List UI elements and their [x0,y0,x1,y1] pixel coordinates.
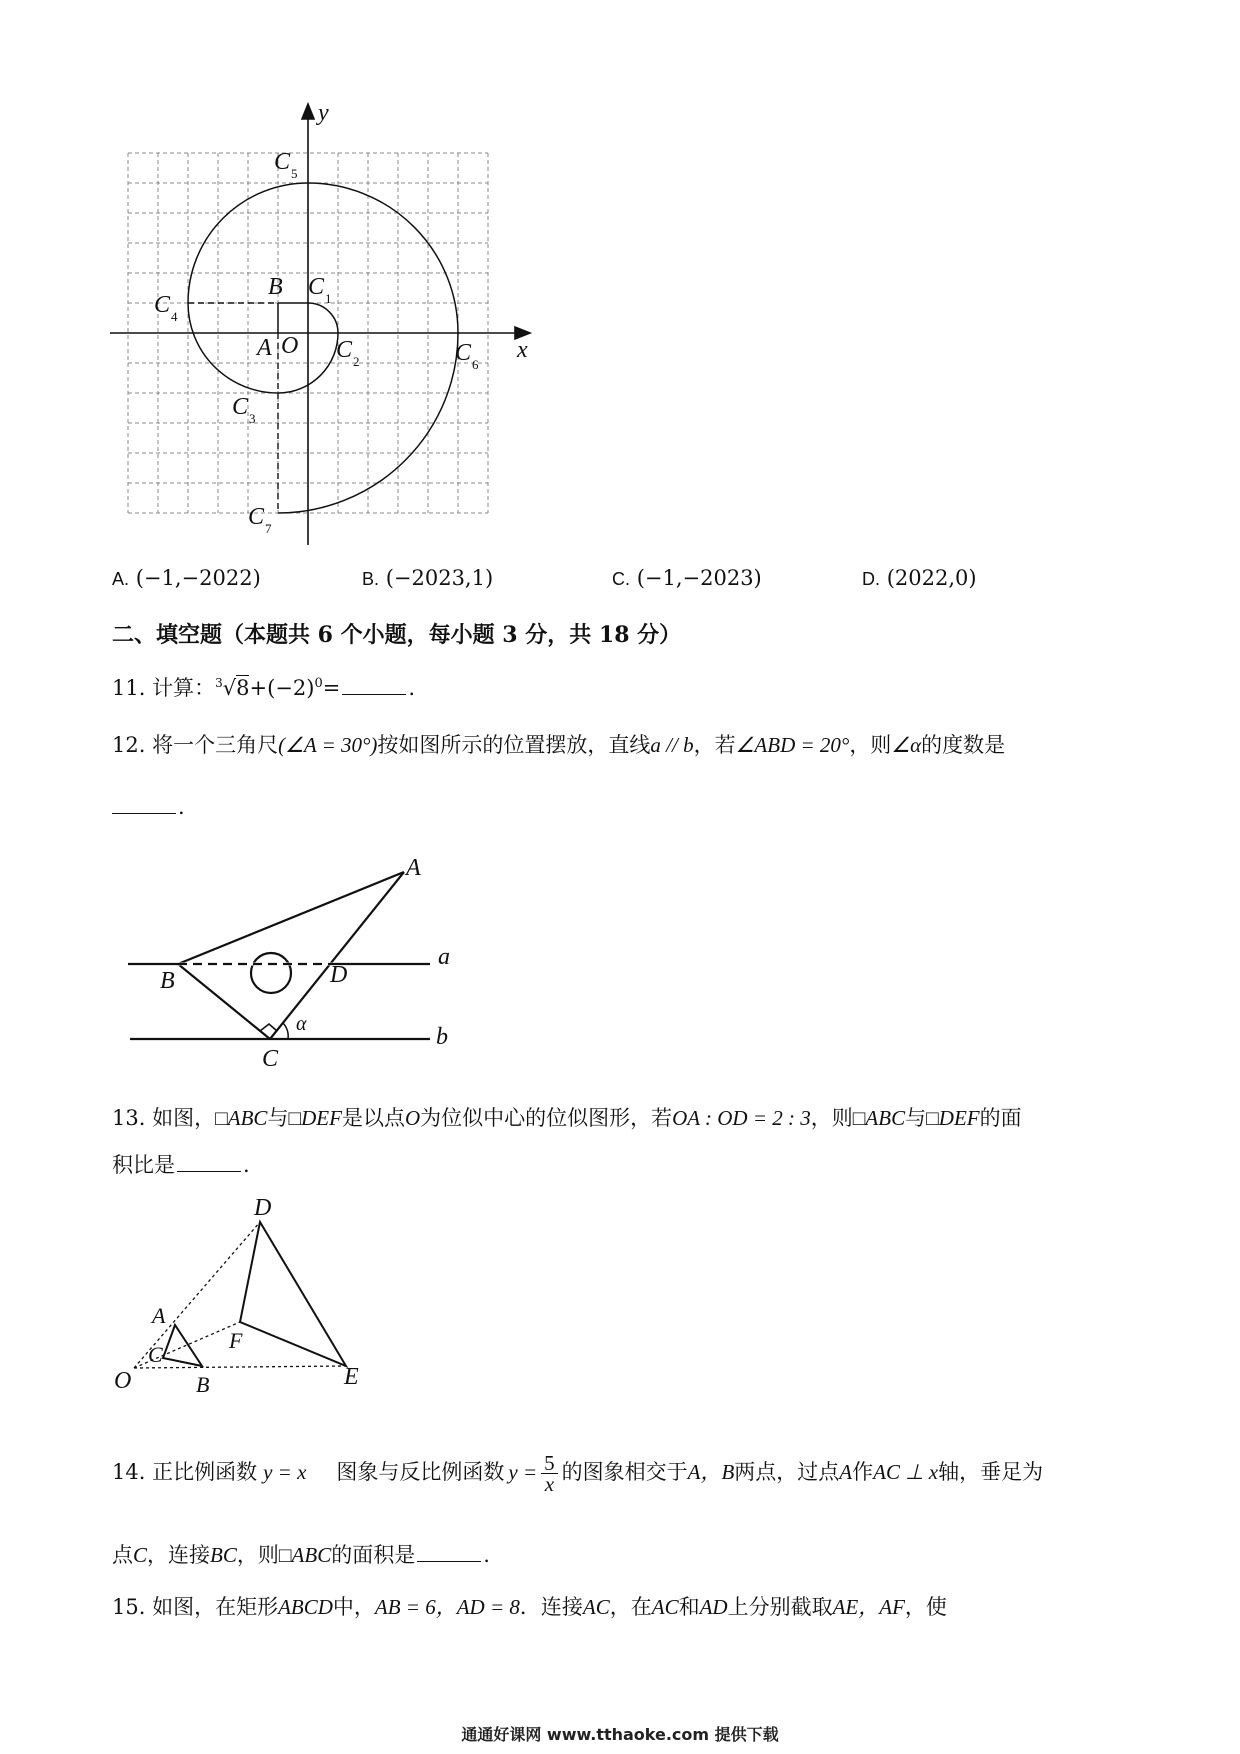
label-alpha: α [296,1013,307,1035]
q12-parallel: a // b [650,733,694,757]
q15-mid5: 上分别截取 [727,1595,833,1619]
q12-text-a: 12. 将一个三角尺 [112,733,279,757]
q15-ad: AD [699,1595,728,1619]
q13-answer-blank[interactable] [177,1151,241,1172]
q12-text-d: ，则 [849,733,892,757]
label-a: A [257,335,272,361]
q14-numerator: 5 [541,1453,558,1474]
triangle-figure [120,850,470,1080]
side-ca [270,872,404,1039]
q11-expr: +(−2) [249,676,315,700]
label-c4: C [154,292,171,318]
spiral-figure [100,90,528,550]
q11-root-sign: √ [222,676,237,700]
option-b-value: (−2023,1) [385,566,494,590]
side-ab [178,872,404,964]
q14-mid1: 图象与反比例函数 [336,1460,505,1484]
q15-ac2: AC [651,1595,679,1619]
question-12 [112,730,1005,760]
question-14 [112,1444,1043,1500]
label-c6: C [455,340,472,366]
q14-mid5: 轴，垂足为 [938,1460,1044,1484]
q13-prefix: 13. 如图， [112,1106,216,1130]
question-12-line2 [112,792,185,822]
q14-prefix: 14. 正比例函数 [112,1460,258,1484]
option-c-letter: C. [612,569,630,589]
q13-tri3: □ABC [852,1106,906,1130]
q13-o: O [404,1106,421,1130]
q13-tri4: □DEF [926,1106,980,1130]
q14-end: . [483,1543,490,1567]
question-13 [112,1103,1022,1133]
label-D: D [330,962,348,988]
question-11 [112,668,415,703]
q13-mid1: 与 [267,1106,289,1130]
triangle-abc [163,1325,202,1366]
label-c3-sub: 3 [249,411,256,426]
q13-tri1: □ABC [215,1106,268,1130]
q12-answer-blank[interactable] [112,793,176,814]
q14-tri: □ABC [278,1543,332,1567]
q14-fraction [541,1453,558,1494]
option-d[interactable] [862,566,977,590]
ruler-hole [251,953,291,993]
q11-radicand: 8 [236,676,250,700]
label-C2: C [148,1342,163,1367]
triangle-def [240,1222,346,1366]
q15-rect: ABCD [278,1595,333,1619]
q14-ab: A，B [687,1460,735,1484]
q11-exponent: 0 [314,676,323,691]
q13-mid3: 为位似中心的位似图形，若 [420,1106,673,1130]
option-c-value: (−1,−2023) [636,566,762,590]
q14-line2-c: ，则 [236,1543,279,1567]
q14-f1: y = x [263,1460,307,1484]
q12-angle: ∠ABD = 20° [735,733,850,757]
q14-line2-a: 点 [112,1543,133,1567]
label-o: O [281,333,299,359]
q15-mid6: ，使 [904,1595,947,1619]
q13-mid6: 的面 [979,1106,1022,1130]
q14-a: A [839,1460,853,1484]
q14-answer-blank[interactable] [417,1541,481,1562]
homothety-figure [110,1195,370,1410]
q12-text-e: 的度数是 [921,733,1006,757]
q14-c: C [133,1543,148,1567]
label-A2: A [152,1303,166,1328]
q13-end: . [243,1153,250,1177]
q11-end: . [408,676,416,700]
label-line-b: b [436,1024,448,1050]
spiral-curve [188,183,458,513]
question-13-line2 [112,1150,250,1180]
label-c6-sub: 6 [472,357,479,372]
label-O2: O [114,1368,132,1394]
q15-ac: AC [582,1595,610,1619]
q12-text-c: ，若 [693,733,736,757]
section-title: 二、填空题（本题共 6 个小题，每小题 3 分，共 18 分） [112,622,682,648]
q11-answer-blank[interactable] [342,674,406,695]
q11-root-index: 3 [215,676,223,690]
option-d-letter: D. [862,569,880,589]
q13-tri2: □DEF [288,1106,342,1130]
label-D2: D [254,1195,272,1221]
label-c1: C [308,274,325,300]
label-F2: F [229,1328,243,1353]
q14-denominator: x [544,1472,555,1496]
label-c3: C [232,394,249,420]
axis-x-label: x [517,337,528,363]
axes [110,104,530,545]
q13-mid4: ，则 [810,1106,853,1130]
option-a-value: (−1,−2022) [135,566,261,590]
q12-text-b: 按如图所示的位置摆放，直线 [377,733,651,757]
question-15 [112,1592,947,1622]
option-c[interactable] [612,566,762,590]
label-E2: E [344,1364,359,1390]
q15-ae-af: AE，AF [832,1595,905,1619]
option-d-value: (2022,0) [886,566,977,590]
label-A: A [406,855,421,881]
q15-mid4: 和 [678,1595,700,1619]
label-C: C [262,1046,279,1072]
q11-prefix: 11. 计算： [112,676,216,700]
q15-prefix: 15. 如图，在矩形 [112,1595,279,1619]
side-bc [178,964,270,1039]
label-b: B [268,274,283,300]
option-a[interactable] [112,566,261,590]
option-b[interactable] [362,566,493,590]
q15-cond: AB = 6，AD = 8 [374,1595,520,1619]
axis-y-label: y [318,100,329,126]
q14-f2-lhs: y = [508,1460,538,1484]
option-b-letter: B. [362,569,380,589]
right-angle-mark [260,1024,277,1031]
label-c5-sub: 5 [291,166,298,181]
q12-alpha: ∠α [891,733,922,757]
alpha-arc [283,1023,288,1039]
q14-line2-d: 的面积是 [331,1543,416,1567]
label-c4-sub: 4 [171,309,178,324]
q15-mid3: ，在 [609,1595,652,1619]
q12-end: . [178,795,185,819]
option-a-letter: A. [112,569,130,589]
q14-mid2: 的图象相交于 [561,1460,688,1484]
q14-bc: BC [210,1543,237,1567]
label-c1-sub: 1 [325,291,332,306]
q13-mid5: 与 [905,1106,927,1130]
q14-perp: AC ⊥ x [873,1460,939,1484]
q14-line2-b: ，连接 [147,1543,211,1567]
label-c7: C [248,504,265,530]
q15-mid1: 中， [332,1595,375,1619]
label-c7-sub: 7 [265,521,272,536]
q12-paren: (∠A = 30°) [278,733,378,757]
label-c5: C [274,149,291,175]
q14-mid4: 作 [852,1460,874,1484]
page-footer: 通通好课网 www.tthaoke.com 提供下载 [461,1725,779,1744]
q13-ratio: OA : OD = 2 : 3 [672,1106,811,1130]
q13-line2: 积比是 [112,1153,175,1177]
label-c2: C [336,337,353,363]
label-B: B [160,968,175,994]
q13-mid2: 是以点 [341,1106,405,1130]
label-B2: B [196,1372,210,1397]
question-14-line2 [112,1540,490,1570]
label-c2-sub: 2 [353,354,360,369]
label-line-a: a [438,944,450,970]
q11-equals: = [322,676,341,700]
q15-mid2: ．连接 [519,1595,583,1619]
q14-mid3: 两点，过点 [734,1460,840,1484]
